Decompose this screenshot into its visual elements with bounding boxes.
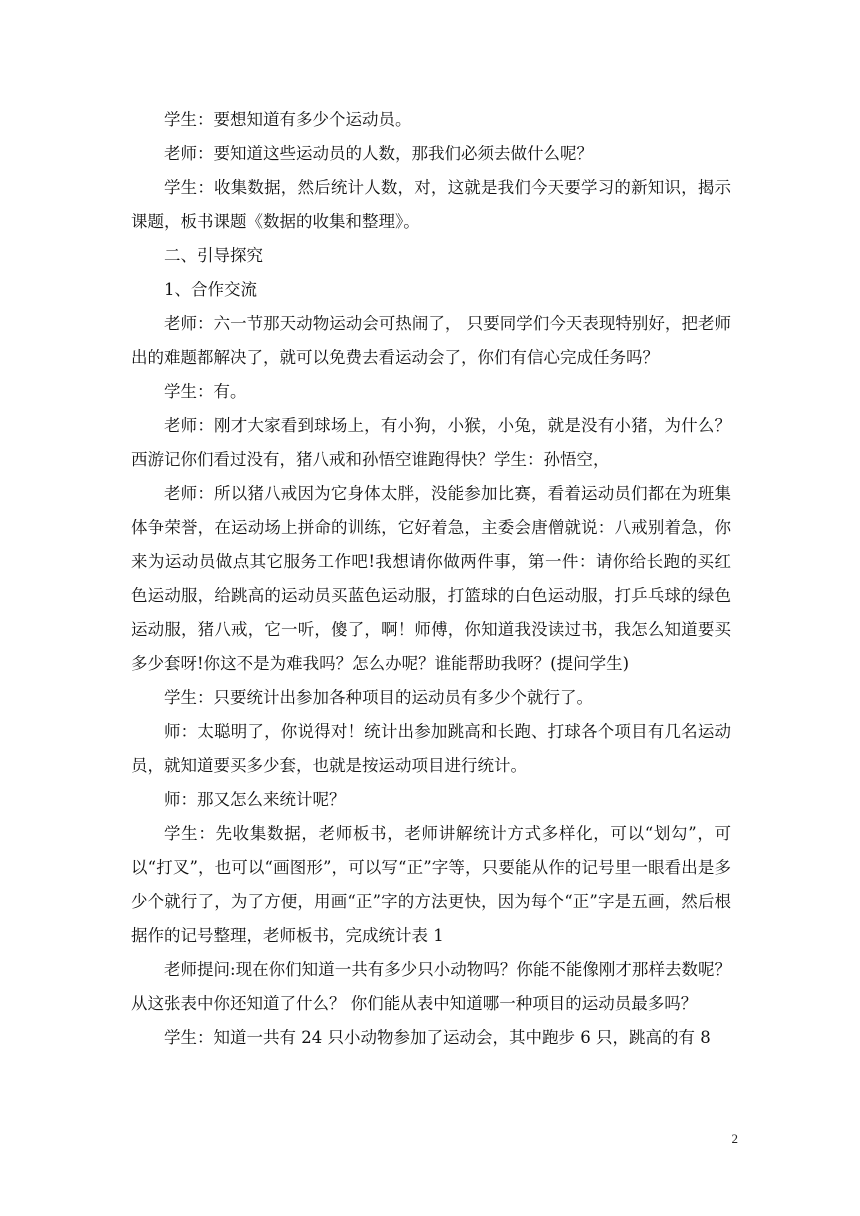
paragraph: 老师：六一节那天动物运动会可热闹了， 只要同学们今天表现特别好，把老师出的难题都解决了，就可以免费去看运动会了，你们有信心完成任务吗？: [131, 314, 731, 367]
body-text: [131, 103, 731, 1055]
paragraph: 老师提问:现在你们知道一共有多少只小动物吗？你能不能像刚才那样去数呢？ 从这张表中你还知道了什么？ 你们能从表中知道哪一种项目的运动员最多吗？: [131, 960, 731, 1013]
paragraph: 老师：刚才大家看到球场上，有小狗，小猴，小兔，就是没有小猪，为什么？西游记你们看过没有，猪八戒和孙悟空谁跑得快？学生：孙悟空，: [131, 416, 731, 469]
paragraph: 师：太聪明了，你说得对！统计出参加跳高和长跑、打球各个项目有几名运动员，就知道要买多少套，也就是按运动项目进行统计。: [131, 722, 731, 775]
paragraph: 学生：知道一共有 24 只小动物参加了运动会，其中跑步 6 只，跳高的有 8: [164, 1028, 711, 1047]
section-heading: 二、引导探究: [164, 246, 263, 265]
paragraph: 老师：所以猪八戒因为它身体太胖，没能参加比赛，看着运动员们都在为班集体争荣誉，在运动场上拼命的训练，它好着急，主委会唐僧就说：八戒别着急，你来为运动员做点其它服务工作吧!我想请你做两件事，第一件：请你给长跑的买红色运动服，给跳高的运动员买蓝色运动服，打篮球的白色运动服，打乒乓球的绿色运动服，猪八戒，它一听，傻了，啊！师傅，你知道我没读过书，我怎么知道要买多少套呀!你这不是为难我吗？怎么办呢？谁能帮助我呀？(提问学生): [131, 484, 731, 673]
paragraph: 学生：收集数据，然后统计人数，对，这就是我们今天要学习的新知识，揭示课题，板书课题《数据的收集和整理》。: [131, 178, 731, 231]
paragraph: 学生：只要统计出参加各种项目的运动员有多少个就行了。: [164, 688, 593, 707]
subsection-heading: 1、合作交流: [164, 280, 257, 299]
paragraph: 学生：要想知道有多少个运动员。: [164, 110, 412, 129]
paragraph: 师：那又怎么来统计呢？: [164, 790, 346, 809]
paragraph: 老师：要知道这些运动员的人数，那我们必须去做什么呢？: [164, 144, 593, 163]
paragraph: 学生：先收集数据，老师板书，老师讲解统计方式多样化，可以“划勾”，可以“打叉”，也可以“画图形”，可以写“正”字等，只要能从作的记号里一眼看出是多少个就行了，为了方便，用画“正”字的方法更快，因为每个“正”字是五画，然后根据作的记号整理，老师板书，完成统计表 1: [131, 824, 731, 945]
page-number: 2: [731, 1131, 738, 1146]
paragraph: 学生：有。: [164, 382, 247, 401]
